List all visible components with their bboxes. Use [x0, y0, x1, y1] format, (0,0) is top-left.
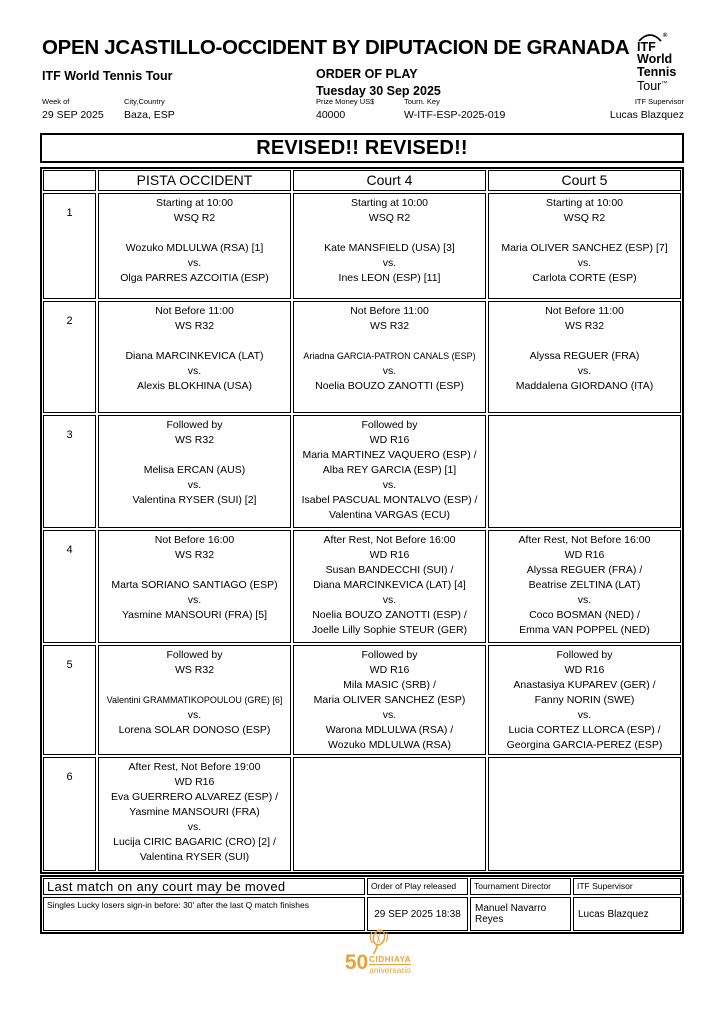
match-line: WS R32 [174, 434, 215, 446]
match-cell [98, 301, 291, 413]
match-line: Alexis BLOKHINA (USA) [137, 380, 252, 392]
match-line: WSQ R2 [563, 212, 606, 224]
match-line: Joelle Lilly Sophie STEUR (GER) [311, 624, 468, 636]
schedule-grid [40, 167, 684, 874]
released-value: 29 SEP 2025 18:38 [367, 897, 468, 931]
match-line [99, 334, 290, 349]
court-header: PISTA OCCIDENT [98, 170, 291, 191]
trademark-mark: ™ [661, 81, 668, 87]
match-cell [293, 530, 486, 643]
match-line: After Rest, Not Before 19:00 [128, 761, 261, 773]
match-line: vs. [382, 257, 397, 269]
match-line: Eva GUERRERO ALVAREZ (ESP) / [110, 791, 279, 803]
match-line: vs. [187, 594, 202, 606]
row-number: 2 [43, 301, 96, 413]
order-of-play-date: Tuesday 30 Sep 2025 [316, 84, 441, 98]
match-line: Maria MARTINEZ VAQUERO (ESP) / [302, 449, 477, 461]
match-cell [488, 193, 681, 299]
meta-value: 29 SEP 2025 [42, 109, 104, 121]
match-line: Marta SORIANO SANTIAGO (ESP) [111, 579, 278, 591]
match-line: vs. [577, 709, 592, 721]
match-line: After Rest, Not Before 16:00 [323, 534, 456, 546]
match-line [99, 448, 290, 463]
itf-logo-text: ITF [637, 40, 656, 54]
tour-name: ITF World Tennis Tour [42, 69, 173, 83]
match-line: vs. [187, 821, 202, 833]
match-line: After Rest, Not Before 16:00 [518, 534, 651, 546]
match-line: Yasmine MANSOURI (FRA) [129, 806, 260, 818]
match-line: Melisa ERCAN (AUS) [143, 464, 246, 476]
match-cell [98, 645, 291, 755]
row-number: 1 [43, 193, 96, 299]
match-line: Isabel PASCUAL MONTALVO (ESP) / [301, 494, 478, 506]
meta-prize-money [316, 97, 374, 121]
match-line: WSQ R2 [368, 212, 411, 224]
match-line: vs. [382, 365, 397, 377]
match-line: Starting at 10:00 [350, 197, 429, 209]
match-line: Noelia BOUZO ZANOTTI (ESP) / [312, 609, 467, 621]
match-line: Not Before 11:00 [350, 305, 429, 317]
revised-banner [40, 133, 684, 163]
match-line: Lucia CORTEZ LLORCA (ESP) / [508, 724, 661, 736]
match-line: Georgina GARCIA-PEREZ (ESP) [506, 739, 663, 751]
meta-value: Baza, ESP [124, 109, 175, 121]
corner-cell [43, 170, 96, 191]
footer-note-detail: Singles Lucky losers sign-in before: 30' after the last Q match finishes [43, 897, 365, 931]
match-cell [98, 193, 291, 299]
match-line: Mila MASIC (SRB) / [343, 679, 436, 691]
club-name: CIDHIAYA [369, 955, 412, 964]
match-line: WSQ R2 [173, 212, 216, 224]
match-line: Coco BOSMAN (NED) / [529, 609, 640, 621]
match-line: Kate MANSFIELD (USA) [3] [324, 242, 455, 254]
match-line: Maria OLIVER SANCHEZ (ESP) [7] [501, 242, 668, 254]
match-line [99, 563, 290, 578]
meta-label: City,Country [124, 97, 165, 106]
order-of-play-block [316, 66, 441, 100]
match-line: Valentini GRAMMATIKOPOULOU (GRE) [6] [106, 695, 283, 705]
match-line: Not Before 16:00 [154, 534, 235, 546]
meta-label: Tourn. Key [404, 97, 440, 106]
director-value: Manuel Navarro Reyes [470, 897, 571, 931]
footer-table [40, 875, 684, 934]
court-header: Court 4 [293, 170, 486, 191]
match-line [294, 226, 485, 241]
match-line: Noelia BOUZO ZANOTTI (ESP) [315, 380, 464, 392]
meta-week-of [42, 97, 104, 121]
court-header: Court 5 [488, 170, 681, 191]
match-line: Yasmine MANSOURI (FRA) [5] [121, 609, 268, 621]
match-cell [293, 757, 486, 871]
match-line: vs. [577, 365, 592, 377]
match-line: Beatrise ZELTINA (LAT) [528, 579, 641, 591]
director-label: Tournament Director [470, 878, 571, 895]
match-line: vs. [187, 257, 202, 269]
match-line: Alyssa REGUER (FRA) [529, 350, 640, 362]
match-cell [293, 645, 486, 755]
match-line: vs. [187, 709, 202, 721]
match-line: Starting at 10:00 [545, 197, 624, 209]
match-line: WS R32 [369, 320, 410, 332]
match-cell [488, 415, 681, 528]
meta-city-country [124, 97, 175, 121]
anniversary-word: aniversario [369, 965, 411, 975]
itf-wtt-logo [637, 33, 676, 93]
match-cell [293, 193, 486, 299]
match-line [99, 226, 290, 241]
match-line: WD R16 [174, 776, 215, 788]
supervisor-value: Lucas Blazquez [573, 897, 681, 931]
match-cell [488, 757, 681, 871]
meta-itf-supervisor [610, 97, 684, 121]
match-line: Alyssa REGUER (FRA) / [526, 564, 643, 576]
itf-arc [637, 33, 671, 53]
match-cell [488, 301, 681, 413]
match-line: Susan BANDECCHI (SUI) / [325, 564, 454, 576]
match-cell [293, 415, 486, 528]
match-line: WS R32 [174, 320, 215, 332]
match-line: vs. [382, 709, 397, 721]
row-number: 6 [43, 757, 96, 871]
match-line: Maddalena GIORDANO (ITA) [515, 380, 654, 392]
match-line: Fanny NORIN (SWE) [534, 694, 635, 706]
anniversary-logo [318, 929, 438, 975]
meta-tourn-key [404, 97, 505, 121]
match-line: Ines LEON (ESP) [11] [338, 272, 441, 284]
match-line: Wozuko MDLULWA (RSA) [328, 739, 451, 751]
match-line: Ariadna GARCIA-PATRON CANALS (ESP) [303, 351, 476, 361]
match-line: WD R16 [369, 434, 410, 446]
match-line: Valentina RYSER (SUI) [2] [132, 494, 257, 506]
match-line: WD R16 [564, 549, 605, 561]
match-line: Maria OLIVER SANCHEZ (ESP) [313, 694, 466, 706]
match-line: vs. [187, 479, 202, 491]
match-line: Warona MDLULWA (RSA) / [325, 724, 454, 736]
match-line: vs. [577, 257, 592, 269]
match-cell [488, 530, 681, 643]
match-line [99, 678, 290, 693]
logo-word: Tennis [637, 64, 677, 79]
match-line: Not Before 11:00 [545, 305, 624, 317]
revised-text: REVISED!! REVISED!! [256, 136, 468, 159]
meta-label: ITF Supervisor [634, 97, 684, 106]
match-line: WS R32 [174, 549, 215, 561]
match-line: Lucija CIRIC BAGARIC (CRO) [2] / [113, 836, 276, 848]
match-line: WS R32 [174, 664, 215, 676]
row-number: 3 [43, 415, 96, 528]
match-line: Not Before 11:00 [155, 305, 234, 317]
meta-label: Week of [42, 97, 70, 106]
match-line: Followed by [361, 649, 418, 661]
match-line [489, 334, 680, 349]
match-line: Anastasiya KUPAREV (GER) / [513, 679, 656, 691]
match-line: Followed by [361, 419, 418, 431]
match-line: Lorena SOLAR DONOSO (ESP) [118, 724, 271, 736]
row-number: 4 [43, 530, 96, 643]
match-line: Olga PARRES AZCOITIA (ESP) [120, 272, 269, 284]
meta-value: Lucas Blazquez [609, 109, 684, 121]
match-cell [98, 415, 291, 528]
match-line: Diana MARCINKEVICA (LAT) [125, 350, 264, 362]
meta-value: 40000 [316, 109, 346, 121]
logo-word: Tour™ [637, 79, 668, 94]
match-line: WD R16 [369, 664, 410, 676]
match-line: Followed by [556, 649, 613, 661]
match-line: Wozuko MDLULWA (RSA) [1] [125, 242, 264, 254]
match-cell [98, 757, 291, 871]
logo-word: World [637, 52, 673, 66]
match-cell [98, 530, 291, 643]
match-line: Followed by [166, 649, 223, 661]
match-line: WD R16 [564, 664, 605, 676]
match-line: WD R16 [369, 549, 410, 561]
racket-icon [364, 929, 392, 955]
match-line: Carlota CORTE (ESP) [532, 272, 637, 284]
released-label: Order of Play released [367, 878, 468, 895]
meta-label: Prize Money US$ [316, 97, 375, 106]
match-line: Valentina VARGAS (ECU) [329, 509, 450, 521]
match-line: Valentina RYSER (SUI) [139, 851, 250, 863]
anniversary-number: 50 [344, 951, 369, 974]
match-line: Followed by [166, 419, 223, 431]
match-line: WS R32 [564, 320, 605, 332]
match-line: vs. [577, 594, 592, 606]
footer-note-title: Last match on any court may be moved [43, 878, 365, 895]
match-line [294, 334, 485, 349]
match-line [489, 226, 680, 241]
supervisor-label: ITF Supervisor [573, 878, 681, 895]
page-title: OPEN JCASTILLO-OCCIDENT BY DIPUTACION DE GRANADA [42, 36, 630, 59]
match-line: vs. [187, 365, 202, 377]
match-line: vs. [382, 594, 397, 606]
match-cell [488, 645, 681, 755]
match-line: Diana MARCINKEVICA (LAT) [4] [313, 579, 466, 591]
match-line: Starting at 10:00 [155, 197, 234, 209]
match-cell [293, 301, 486, 413]
match-line: Alba REY GARCIA (ESP) [1] [322, 464, 457, 476]
registered-mark: ® [663, 33, 668, 39]
row-number: 5 [43, 645, 96, 755]
match-line: vs. [382, 479, 397, 491]
order-of-play-label: ORDER OF PLAY [316, 67, 418, 81]
meta-value: W-ITF-ESP-2025-019 [404, 109, 506, 121]
match-line: Emma VAN POPPEL (NED) [519, 624, 650, 636]
